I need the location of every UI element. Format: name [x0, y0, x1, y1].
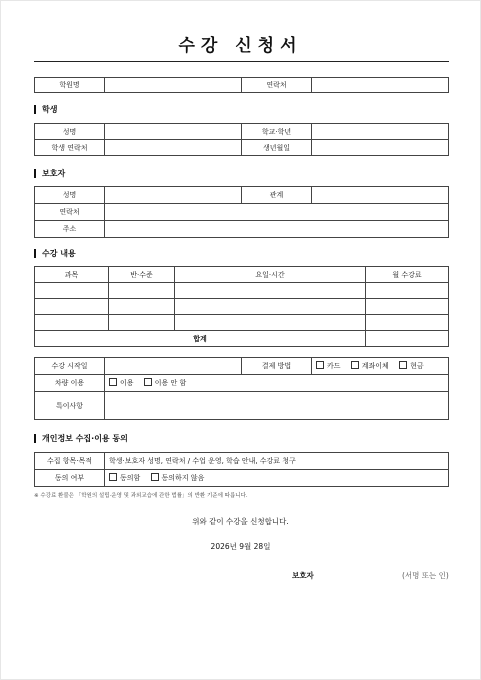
- course-table: [34, 266, 449, 347]
- academy-name-field[interactable]: [105, 78, 242, 93]
- course-section-heading: 수강 내용: [34, 249, 76, 258]
- guardian-address-label: 주소: [35, 221, 105, 238]
- course-schedule-cell[interactable]: [175, 299, 366, 315]
- payment-option-cash[interactable]: [399, 362, 424, 370]
- guardian-contact-label: 연락처: [35, 204, 105, 221]
- student-name-field[interactable]: [105, 124, 242, 140]
- academy-contact-field[interactable]: [312, 78, 449, 93]
- privacy-section-heading: 개인정보 수집·이용 동의: [34, 434, 128, 443]
- academy-contact-label: 연락처: [242, 78, 312, 93]
- checkbox-icon: [144, 378, 152, 386]
- guardian-address-field[interactable]: [105, 221, 449, 238]
- academy-name-label: 학원명: [35, 78, 105, 93]
- course-fee-cell[interactable]: [366, 315, 449, 331]
- checkbox-icon: [351, 361, 359, 369]
- vehicle-label: 차량 이용: [35, 375, 105, 392]
- vehicle-options: [105, 375, 449, 392]
- student-contact-field[interactable]: [105, 140, 242, 156]
- payment-label: 결제 방법: [242, 358, 312, 375]
- payment-option-label: 계좌이체: [361, 362, 389, 370]
- privacy-table: [34, 452, 449, 487]
- course-total-label: 합계: [35, 331, 366, 347]
- guardian-relation-label: 관계: [242, 187, 312, 204]
- table-row: [35, 299, 449, 315]
- student-contact-label: 학생 연락처: [35, 140, 105, 156]
- checkbox-icon: [316, 361, 324, 369]
- course-subject-cell[interactable]: [35, 299, 109, 315]
- consent-option-agree[interactable]: [109, 474, 140, 482]
- checkbox-icon: [109, 473, 117, 481]
- guardian-name-label: 성명: [35, 187, 105, 204]
- privacy-items-value: 학생·보호자 성명, 연락처 / 수업 운영, 학습 안내, 수강료 청구: [105, 453, 449, 470]
- title-underline: [34, 61, 449, 62]
- application-date: 2026년 9월 28일: [210, 542, 271, 551]
- guardian-relation-field[interactable]: [312, 187, 449, 204]
- course-level-cell[interactable]: [109, 315, 175, 331]
- course-level-cell[interactable]: [109, 283, 175, 299]
- privacy-consent-options: [105, 470, 449, 487]
- vehicle-option-label: 이용: [120, 379, 134, 387]
- signature-role: 보호자: [292, 571, 314, 580]
- declaration-text: 위와 같이 수강을 신청합니다.: [192, 517, 289, 526]
- guardian-contact-field[interactable]: [105, 204, 449, 221]
- course-col-schedule: 요일·시간: [175, 267, 366, 283]
- course-col-subject: 과목: [35, 267, 109, 283]
- guardian-table: [34, 186, 449, 238]
- privacy-items-label: 수집 항목·목적: [35, 453, 105, 470]
- course-level-cell[interactable]: [109, 299, 175, 315]
- guardian-name-field[interactable]: [105, 187, 242, 204]
- checkbox-icon: [399, 361, 407, 369]
- signature-hint[interactable]: (서명 또는 인): [402, 571, 449, 580]
- details-table: [34, 357, 449, 420]
- vehicle-option-label: 이용 안 함: [154, 379, 187, 387]
- student-birth-label: 생년월일: [242, 140, 312, 156]
- checkbox-icon: [151, 473, 159, 481]
- student-section-heading: 학생: [34, 105, 57, 114]
- start-date-label: 수강 시작일: [35, 358, 105, 375]
- table-row: [35, 283, 449, 299]
- course-subject-cell[interactable]: [35, 283, 109, 299]
- payment-options: [312, 358, 449, 375]
- course-fee-cell[interactable]: [366, 283, 449, 299]
- notes-label: 특이사항: [35, 392, 105, 420]
- start-date-field[interactable]: [105, 358, 242, 375]
- consent-option-label: 동의함: [120, 474, 141, 482]
- student-name-label: 성명: [35, 124, 105, 140]
- guardian-section-heading: 보호자: [34, 169, 65, 178]
- academy-table: [34, 77, 449, 93]
- vehicle-option-use[interactable]: [109, 379, 134, 387]
- student-table: [34, 123, 449, 156]
- course-total-field[interactable]: [366, 331, 449, 347]
- table-row: [35, 315, 449, 331]
- checkbox-icon: [109, 378, 117, 386]
- privacy-consent-label: 동의 여부: [35, 470, 105, 487]
- course-schedule-cell[interactable]: [175, 283, 366, 299]
- course-col-level: 반·수준: [109, 267, 175, 283]
- course-subject-cell[interactable]: [35, 315, 109, 331]
- payment-option-card[interactable]: [316, 362, 341, 370]
- student-school-grade-label: 학교·학년: [242, 124, 312, 140]
- consent-option-disagree[interactable]: [151, 474, 205, 482]
- course-schedule-cell[interactable]: [175, 315, 366, 331]
- vehicle-option-no-use[interactable]: [144, 379, 187, 387]
- student-school-grade-field[interactable]: [312, 124, 449, 140]
- payment-option-label: 현금: [410, 362, 424, 370]
- payment-option-label: 카드: [327, 362, 341, 370]
- refund-note: ※ 수강료 환불은 「학원의 설립·운영 및 과외교습에 관한 법률」의 반환 기준에 따릅니다.: [34, 493, 248, 499]
- consent-option-label: 동의하지 않음: [161, 474, 205, 482]
- notes-field[interactable]: [105, 392, 449, 420]
- student-birth-field[interactable]: [312, 140, 449, 156]
- course-col-fee: 월 수강료: [366, 267, 449, 283]
- course-fee-cell[interactable]: [366, 299, 449, 315]
- payment-option-transfer[interactable]: [351, 362, 389, 370]
- form-title: 수강 신청서: [178, 36, 303, 56]
